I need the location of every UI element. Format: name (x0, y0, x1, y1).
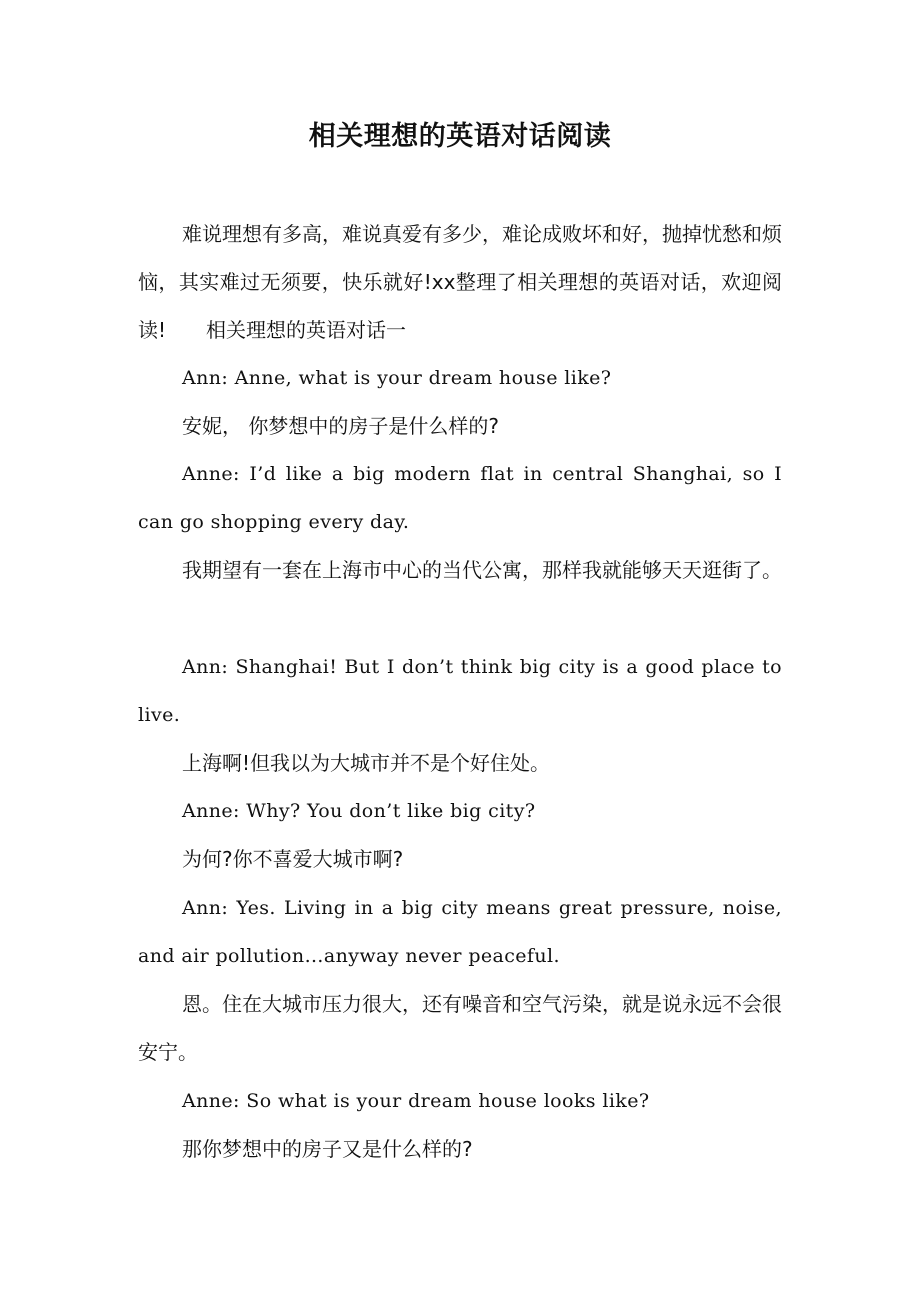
dialogue-line-2: 安妮， 你梦想中的房子是什么样的? (182, 414, 499, 438)
dialogue-line-9: Ann: Yes. Living in a big city means great pressure, noise, and air pollution…anyway never peaceful. (138, 897, 782, 967)
dialogue-line-5: Ann: Shanghai! But I don’t think big city is a good place to live. (138, 656, 782, 726)
dialogue-line-1: Ann: Anne, what is your dream house like? (182, 367, 612, 389)
dialogue-line-7: Anne: Why? You don’t like big city? (182, 800, 536, 822)
dialogue-line-6: 上海啊!但我以为大城市并不是个好住处。 (182, 751, 551, 775)
dialogue-line-4: 我期望有一套在上海市中心的当代公寓，那样我就能够天天逛街了。 (182, 558, 782, 582)
dialogue-line-3: Anne: I’d like a big modern flat in central Shanghai, so I can go shopping every day. (138, 463, 782, 533)
dialogue-line-11: Anne: So what is your dream house looks like? (182, 1090, 650, 1112)
intro-text: 难说理想有多高，难说真爱有多少，难论成败坏和好，抛掉忧愁和烦恼，其实难过无须要，快乐就好!xx整理了相关理想的英语对话，欢迎阅读! (138, 222, 782, 342)
dialogue-line-10: 恩。住在大城市压力很大，还有噪音和空气污染，就是说永远不会很安宁。 (138, 992, 782, 1064)
dialogue-line-12: 那你梦想中的房子又是什么样的? (182, 1137, 473, 1161)
dialogue-line-8: 为何?你不喜爱大城市啊? (182, 847, 404, 871)
section-heading: 相关理想的英语对话一 (206, 318, 407, 342)
intro-paragraph (138, 210, 782, 354)
document-title: 相关理想的英语对话阅读 (308, 121, 612, 152)
